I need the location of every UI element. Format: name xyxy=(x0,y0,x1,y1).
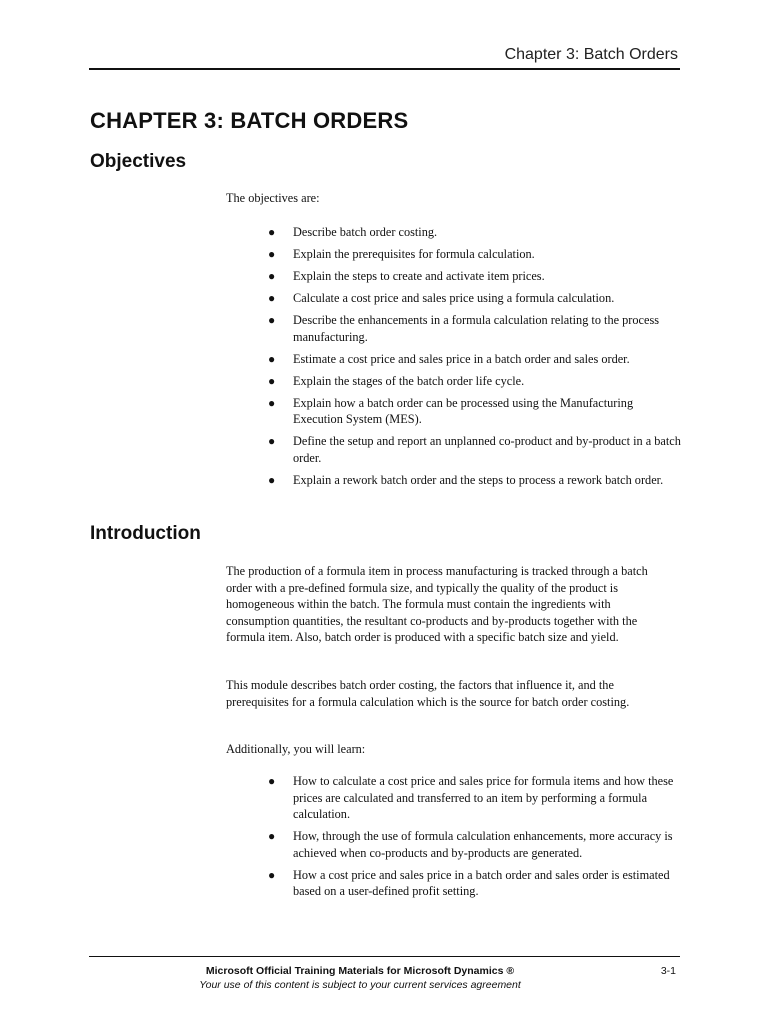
footer-rule xyxy=(89,956,680,957)
footer-notice: Your use of this content is subject to your current services agreement xyxy=(199,979,521,991)
list-item: ● Estimate a cost price and sales price in a batch order and sales order. xyxy=(268,351,630,366)
list-item: ● Explain the steps to create and activate item prices. xyxy=(268,269,545,283)
bullet-icon: ● xyxy=(268,373,276,388)
header-rule xyxy=(89,68,680,70)
list-item: ● How a cost price and sales price in a batch order and sales order is estimated based on a user-defined profit setting. xyxy=(268,867,670,898)
bullet-icon: ● xyxy=(268,472,276,487)
running-header: Chapter 3: Batch Orders xyxy=(504,46,678,63)
bullet-icon: ● xyxy=(268,867,276,882)
list-item: ● Explain how a batch order can be processed using the Manufacturing Execution System (MES). xyxy=(268,395,634,426)
list-item: ● Calculate a cost price and sales price using a formula calculation. xyxy=(268,291,615,305)
list-item: ● Explain a rework batch order and the steps to process a rework batch order. xyxy=(268,472,664,487)
bullet-icon: ● xyxy=(268,395,276,410)
chapter-title: CHAPTER 3: BATCH ORDERS xyxy=(90,108,409,133)
page-number: 3-1 xyxy=(660,965,676,977)
introduction-paragraph: Additionally, you will learn: xyxy=(226,742,366,756)
introduction-paragraph: The production of a formula item in process manufacturing is tracked through a batch order with a pre-defined formula size, and typically the quality of the product is homogeneous within the batch. The formula must contain the ingredients with consumption quantities, the resultant co-products and by-products together with the formula item. Also, batch order is produced with a specific batch size and yield. xyxy=(226,564,648,644)
learn-list xyxy=(266,773,682,905)
list-item: ● Explain the prerequisites for formula calculation. xyxy=(268,247,535,261)
footer-title: Microsoft Official Training Materials for Microsoft Dynamics ® xyxy=(205,965,515,977)
bullet-icon: ● xyxy=(268,351,276,366)
bullet-icon: ● xyxy=(268,434,276,448)
objectives-heading: Objectives xyxy=(90,151,187,172)
bullet-icon: ● xyxy=(268,247,276,261)
bullet-icon: ● xyxy=(268,269,276,283)
objectives-list xyxy=(266,224,682,494)
bullet-icon: ● xyxy=(268,774,276,788)
list-item: ● How to calculate a cost price and sales price for formula items and how these prices are calculated and transferred to an item by performing a formula calculation. xyxy=(268,774,674,821)
list-item: ● Describe the enhancements in a formula calculation relating to the process manufacturing. xyxy=(268,313,660,344)
list-item: ● How, through the use of formula calculation enhancements, more accuracy is achieved when co-products and by-products are generated. xyxy=(268,829,673,860)
list-item: ● Explain the stages of the batch order life cycle. xyxy=(268,373,525,388)
list-item: ● Define the setup and report an unplanned co-product and by-product in a batch order. xyxy=(268,434,681,465)
bullet-icon: ● xyxy=(268,291,276,305)
introduction-paragraph: This module describes batch order costing, the factors that influence it, and the prerequisites for a formula calculation which is the source for batch order costing. xyxy=(226,678,630,709)
introduction-heading: Introduction xyxy=(90,523,201,544)
list-item: ● Describe batch order costing. xyxy=(268,225,438,239)
bullet-icon: ● xyxy=(268,313,276,327)
bullet-icon: ● xyxy=(268,829,276,843)
bullet-icon: ● xyxy=(268,225,276,239)
objectives-intro: The objectives are: xyxy=(226,191,320,205)
